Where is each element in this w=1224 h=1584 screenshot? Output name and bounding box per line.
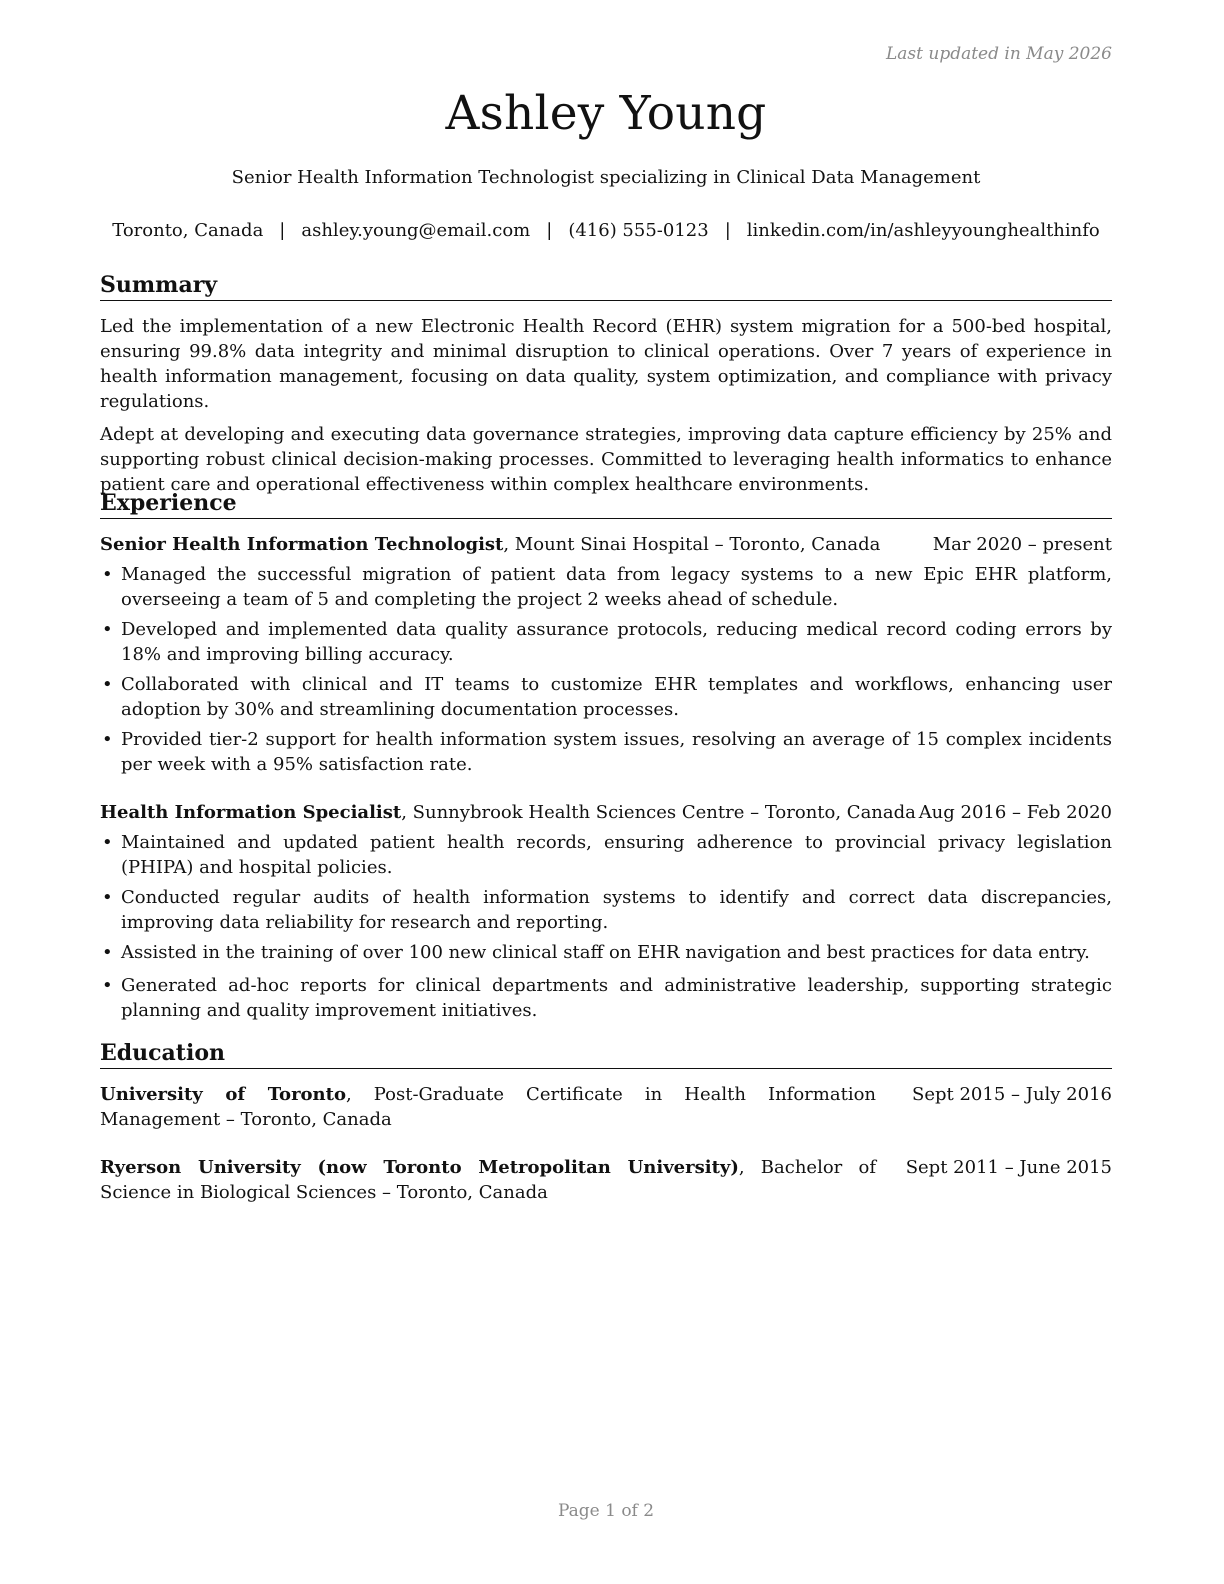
contact-separator: | (724, 220, 731, 241)
job-dates: Aug 2016 – Feb 2020 (918, 802, 1112, 823)
job-bullet: • Developed and implemented data quality assurance protocols, reducing medical record coding errors by 18% and improving billing accuracy. (102, 619, 1112, 665)
contact-location: Toronto, Canada (112, 220, 264, 241)
job-header (100, 800, 1112, 825)
job-bullet: • Assisted in the training of over 100 new clinical staff on EHR navigation and best practices for data entry. (102, 942, 1090, 963)
job-role: Senior Health Information Technologist (100, 534, 504, 555)
section-title-summary: Summary (100, 272, 1112, 301)
contact-separator: | (279, 220, 286, 241)
education-entry (100, 1155, 1112, 1205)
bullet-icon: • (102, 942, 113, 963)
bullet-icon: • (102, 619, 113, 640)
education-dates: Sept 2015 – July 2016 (912, 1084, 1112, 1105)
section-title-education: Education (100, 1040, 1112, 1069)
job-entry (100, 532, 1112, 777)
section-title-experience: Experience (100, 490, 1112, 519)
job-org: , Mount Sinai Hospital – Toronto, Canada (503, 534, 881, 555)
job-bullet: • Maintained and updated patient health records, ensuring adherence to provincial privacy legislation (PHIPA) and hospital policies. (102, 832, 1112, 878)
contact-separator: | (546, 220, 553, 241)
education-school: Ryerson University (now Toronto Metropolitan University) (100, 1157, 739, 1178)
contact-linkedin[interactable]: linkedin.com/in/ashleyyounghealthinfo (746, 220, 1100, 241)
job-dates: Mar 2020 – present (932, 534, 1112, 555)
education-section (100, 1040, 1112, 1205)
bullet-icon: • (102, 564, 113, 585)
education-dates: Sept 2011 – June 2015 (905, 1157, 1112, 1178)
contact-line (100, 220, 1112, 241)
tagline: Senior Health Information Technologist specializing in Clinical Data Management (231, 167, 981, 188)
education-detail: , Bachelor of Science in Biological Sciences – Toronto, Canada (100, 1157, 876, 1203)
bullet-icon: • (102, 674, 113, 695)
job-org: , Sunnybrook Health Sciences Centre – Toronto, Canada (401, 802, 916, 823)
education-entry (100, 1082, 1112, 1132)
job-bullet: • Provided tier-2 support for health information system issues, resolving an average of 15 complex incidents per week with a 95% satisfaction rate. (102, 729, 1112, 775)
job-bullet: • Managed the successful migration of patient data from legacy systems to a new Epic EHR platform, overseeing a team of 5 and completing the project 2 weeks ahead of schedule. (102, 564, 1112, 610)
job-bullet: • Generated ad-hoc reports for clinical departments and administrative leadership, supporting strategic planning and quality improvement initiatives. (102, 975, 1112, 1021)
bullet-icon: • (102, 729, 113, 750)
job-role: Health Information Specialist (100, 802, 402, 823)
bullet-icon: • (102, 887, 113, 908)
job-bullet: • Collaborated with clinical and IT teams to customize EHR templates and workflows, enhancing user adoption by 30% and streamlining documentation processes. (102, 674, 1112, 720)
job-header (100, 532, 1112, 557)
job-entry (100, 800, 1112, 1023)
job-bullet: • Conducted regular audits of health information systems to identify and correct data discrepancies, improving data reliability for research and reporting. (102, 887, 1112, 933)
bullet-icon: • (102, 832, 113, 853)
summary-paragraph: Led the implementation of a new Electronic Health Record (EHR) system migration for a 500-bed hospital, ensuring 99.8% data integrity and minimal disruption to clinical operations. Over 7 years of experience in health information management, focusing on data quality, system optimization, and compliance with privacy regulations. (100, 316, 1112, 412)
education-detail: , Post-Graduate Certificate in Health Information Management – Toronto, Canada (100, 1084, 876, 1130)
experience-section (100, 490, 1112, 1023)
summary-section (100, 272, 1112, 497)
candidate-name: Ashley Young (445, 86, 767, 141)
education-school: University of Toronto (100, 1084, 346, 1105)
contact-phone[interactable]: (416) 555-0123 (568, 220, 709, 241)
bullet-icon: • (102, 975, 113, 996)
contact-email[interactable]: ashley.young@email.com (301, 220, 531, 241)
page-number: Page 1 of 2 (557, 1501, 655, 1521)
last-updated: Last updated in May 2026 (885, 44, 1112, 64)
summary-paragraph: Adept at developing and executing data governance strategies, improving data capture efficiency by 25% and supporting robust clinical decision-making processes. Committed to leveraging health informatics to enhance patient care and operational effectiveness within complex healthcare environments. (100, 424, 1112, 495)
